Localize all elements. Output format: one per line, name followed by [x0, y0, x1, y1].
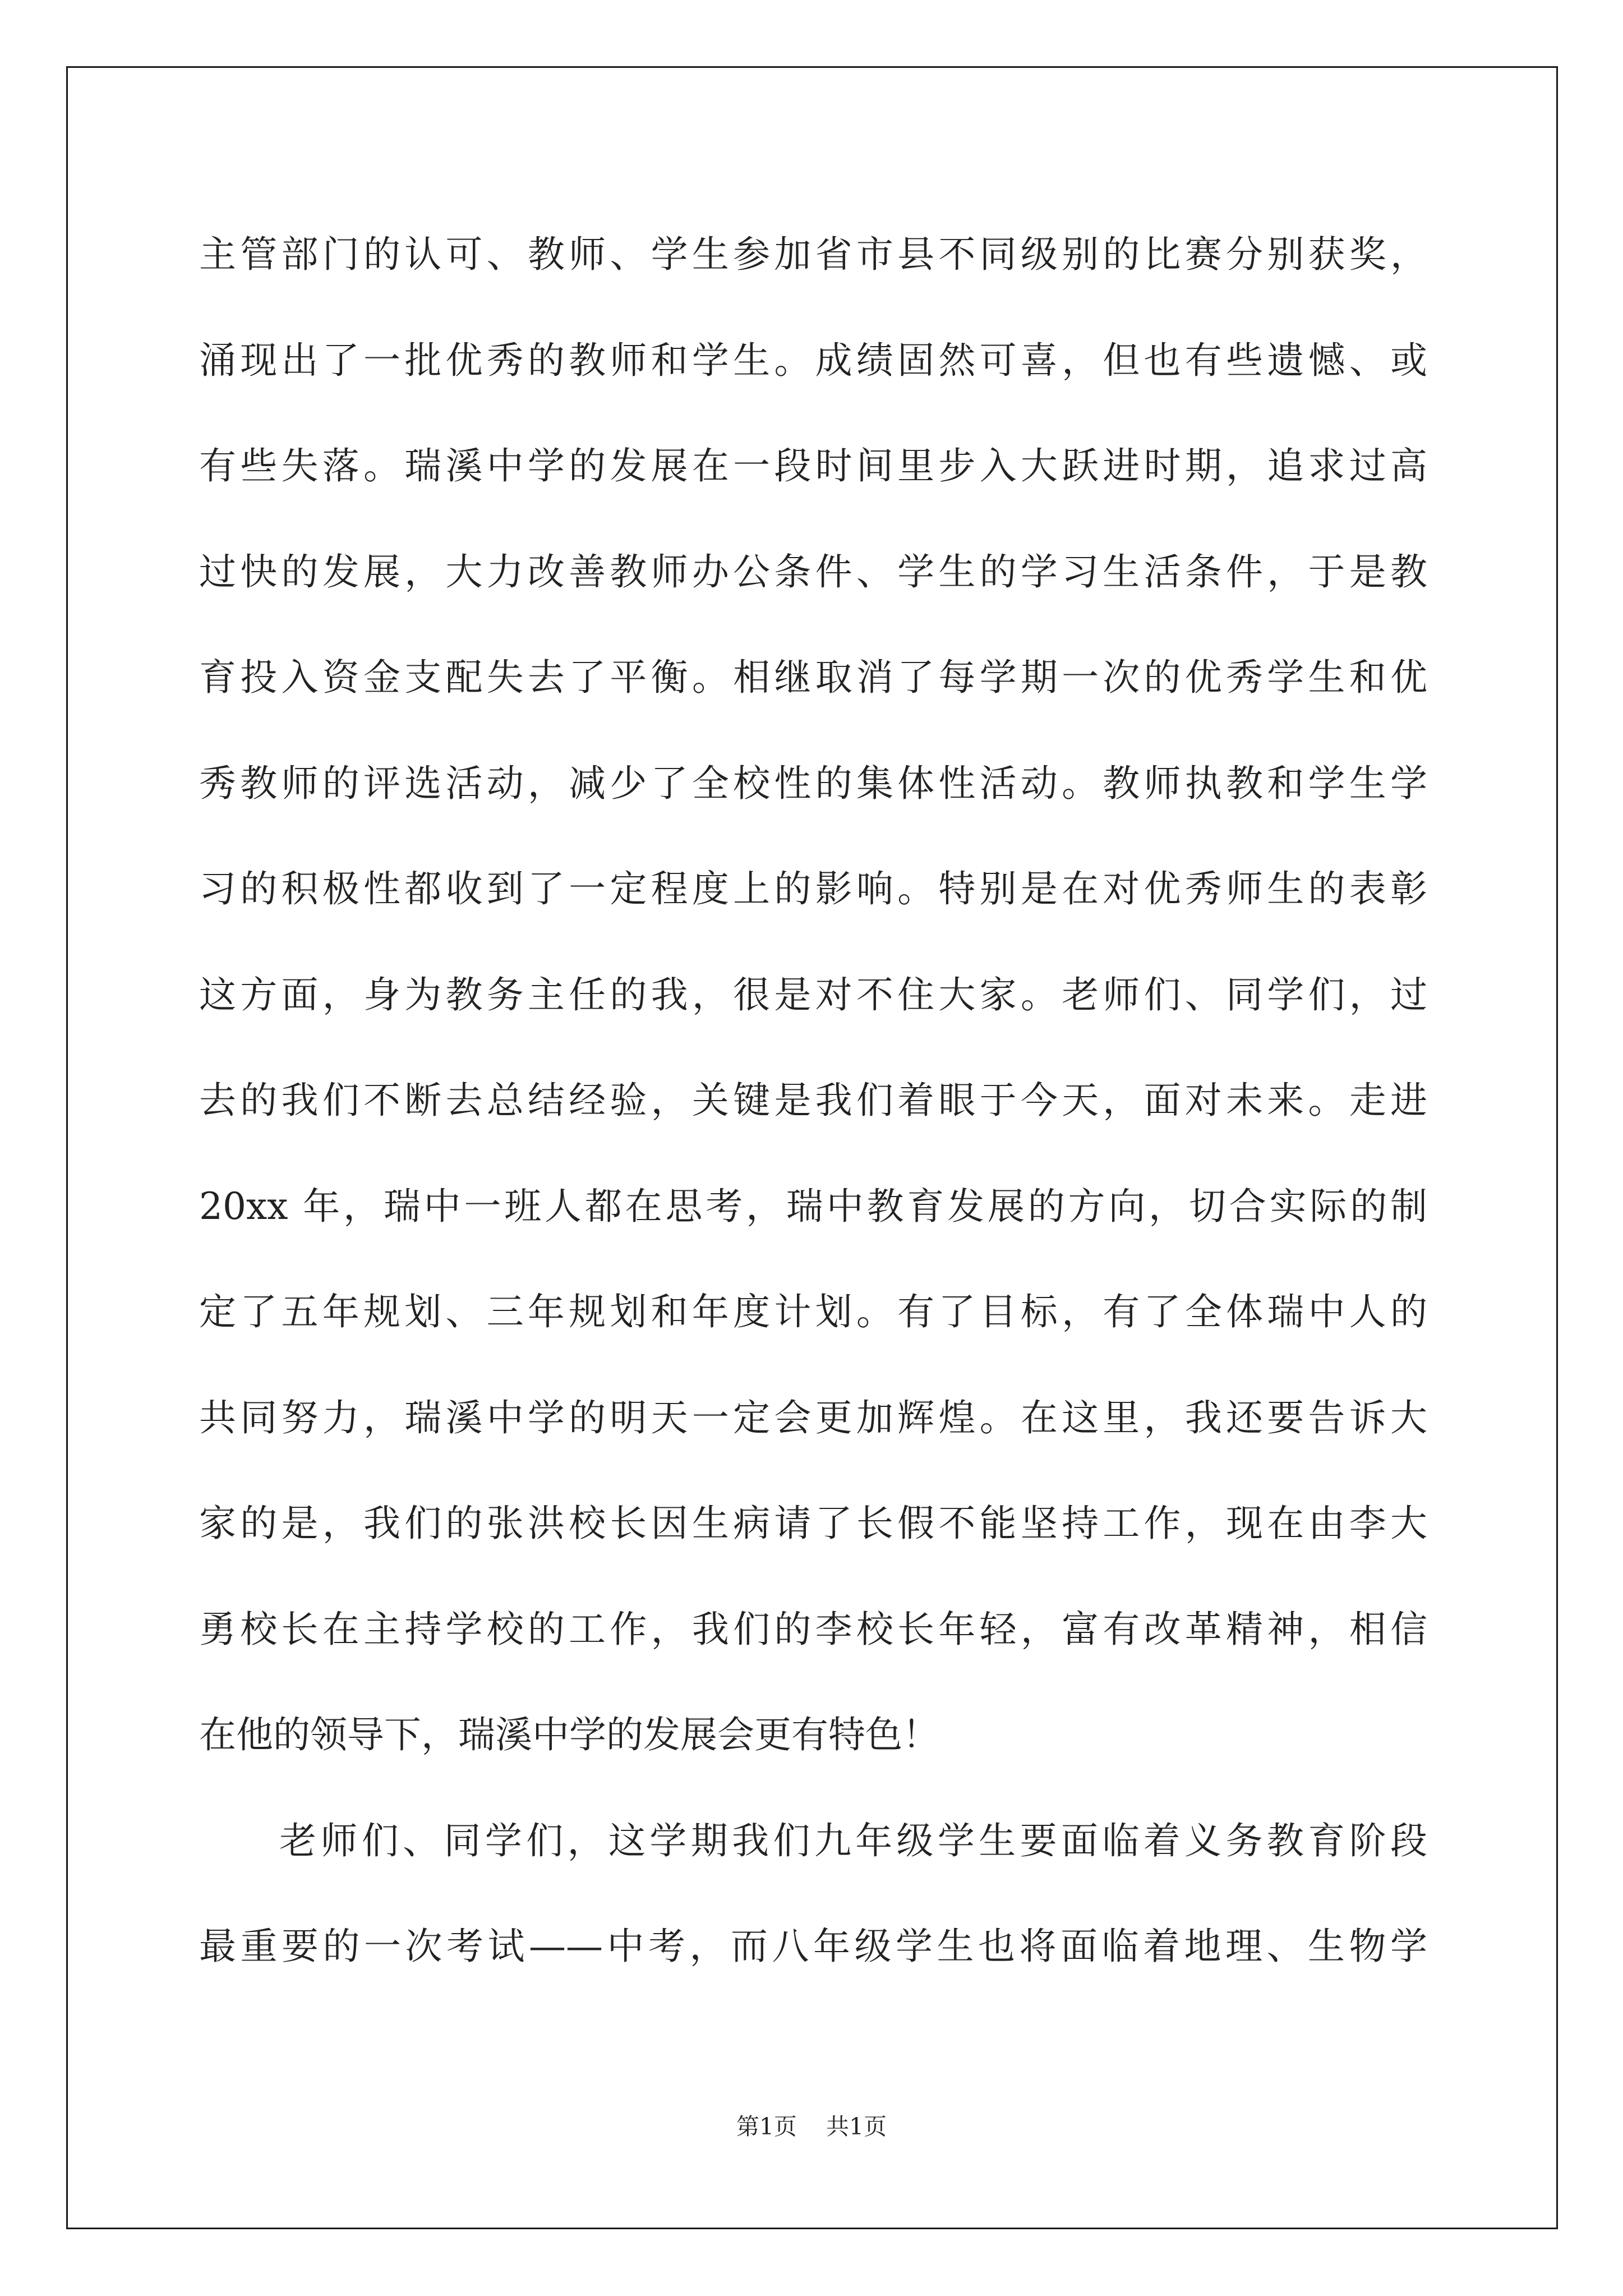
text-line: 过快的发展，大力改善教师办公条件、学生的学习生活条件，于是教	[199, 550, 1427, 593]
text-line: 主管部门的认可、教师、学生参加省市县不同级别的比赛分别获奖，	[199, 233, 1427, 276]
text-line: 这方面，身为教务主任的我，很是对不住大家。老师们、同学们，过	[199, 973, 1427, 1016]
text-line: 有些失落。瑞溪中学的发展在一段时间里步入大跃进时期，追求过高	[199, 444, 1427, 487]
paragraph-2	[199, 1788, 1427, 2000]
text-line: 在他的领导下，瑞溪中学的发展会更有特色！	[199, 1713, 939, 1756]
text-line: 最重要的一次考试——中考，而八年级学生也将面临着地理、生物学	[199, 1925, 1427, 1968]
text-line: 育投入资金支配失去了平衡。相继取消了每学期一次的优秀学生和优	[199, 656, 1427, 699]
text-line: 共同努力，瑞溪中学的明天一定会更加辉煌。在这里，我还要告诉大	[199, 1396, 1427, 1439]
text-line: 涌现出了一批优秀的教师和学生。成绩固然可喜，但也有些遗憾、或	[199, 338, 1427, 382]
text-line: 秀教师的评选活动，减少了全校性的集体性活动。教师执教和学生学	[199, 761, 1427, 805]
text-line: 去的我们不断去总结经验，关键是我们着眼于今天，面对未来。走进	[199, 1079, 1427, 1122]
page-footer	[0, 2108, 1623, 2141]
paragraph-1	[199, 202, 1427, 1788]
text-line: 勇校长在主持学校的工作，我们的李校长年轻，富有改革精神，相信	[199, 1607, 1427, 1651]
text-line: 20xx 年，瑞中一班人都在思考，瑞中教育发展的方向，切合实际的制	[199, 1184, 1427, 1228]
text-line: 家的是，我们的张洪校长因生病请了长假不能坚持工作，现在由李大	[199, 1502, 1427, 1545]
text-line: 定了五年规划、三年规划和年度计划。有了目标，有了全体瑞中人的	[199, 1290, 1427, 1333]
page-number: 第1页 共1页	[736, 2113, 887, 2140]
text-line: 习的积极性都收到了一定程度上的影响。特别是在对优秀师生的表彰	[199, 867, 1427, 910]
document-body	[199, 202, 1427, 2000]
text-line: 老师们、同学们，这学期我们九年级学生要面临着义务教育阶段	[279, 1819, 1427, 1862]
